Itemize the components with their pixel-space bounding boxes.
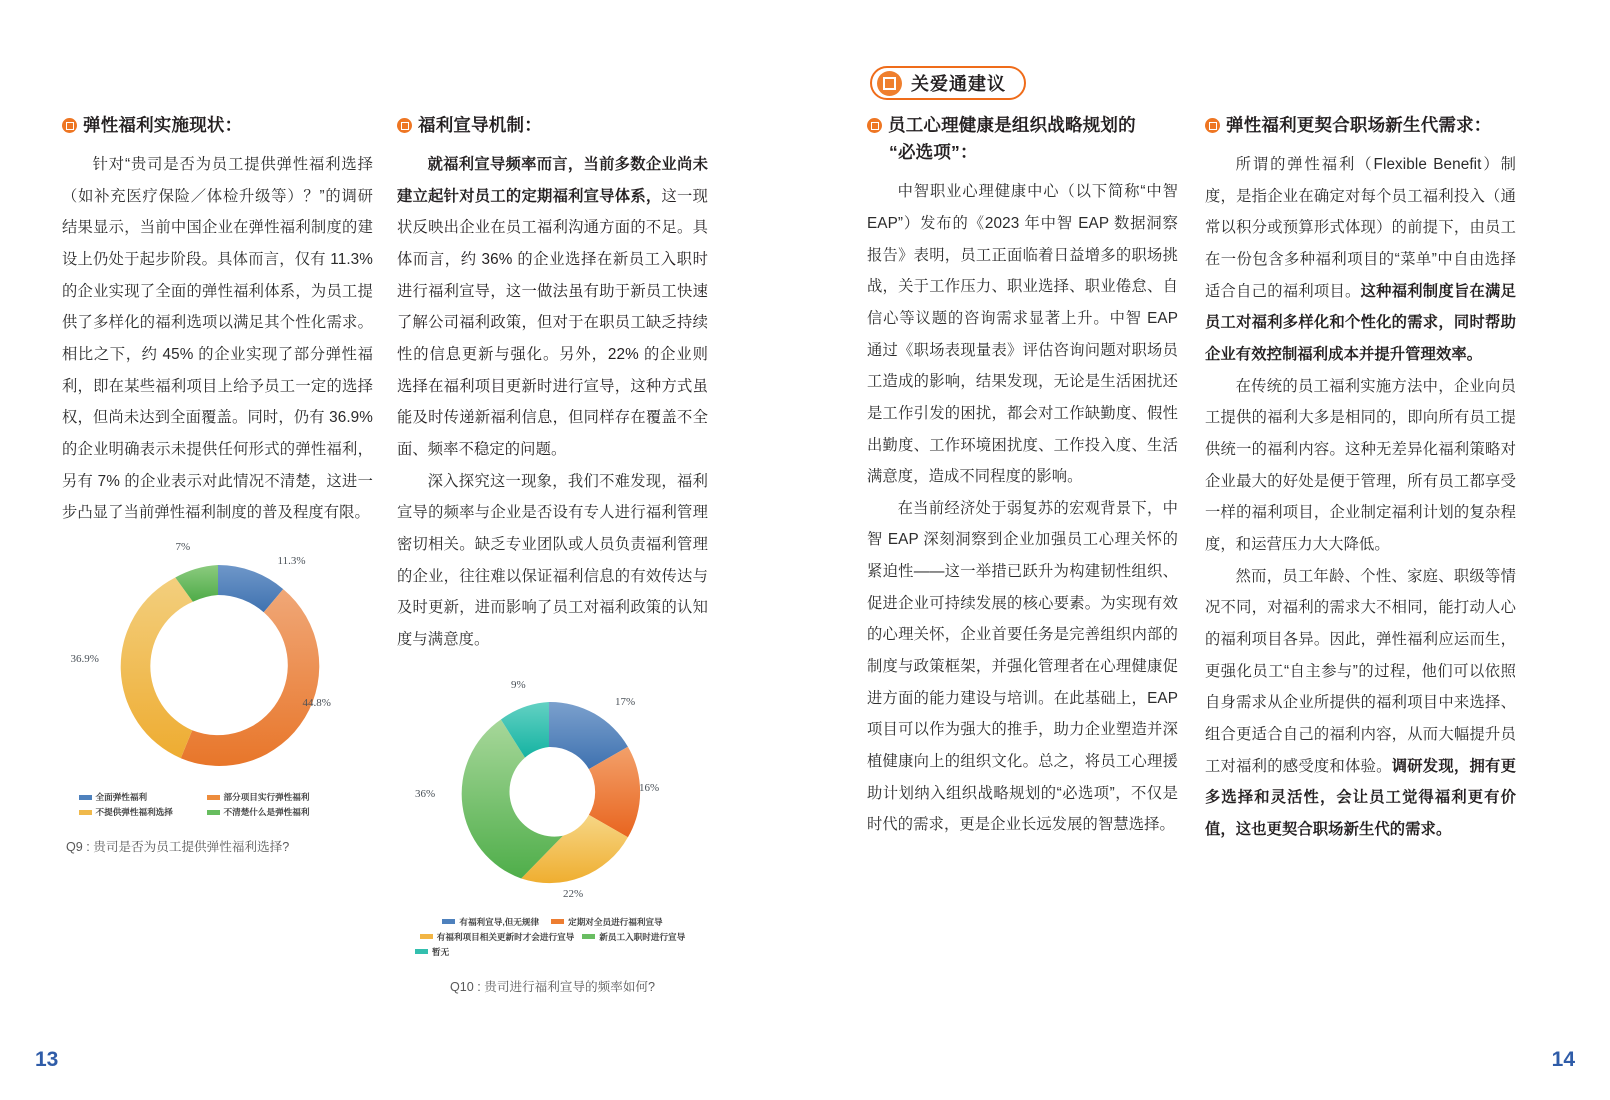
donut-value-label: 36% bbox=[415, 787, 436, 800]
donut-value-label: 44.8% bbox=[302, 697, 331, 709]
donut-value-label: 9% bbox=[511, 678, 526, 691]
donut-chart-q9 bbox=[98, 545, 338, 785]
section-heading-3-text: 员工心理健康是组织战略规划的 bbox=[888, 115, 1136, 135]
chart-legend-q9 bbox=[62, 791, 373, 818]
legend-swatch-icon bbox=[551, 919, 564, 924]
legend-swatch-icon bbox=[207, 795, 220, 800]
frame-icon bbox=[867, 118, 882, 133]
donut-value-label: 36.9% bbox=[70, 653, 99, 665]
legend-item: 新员工入职时进行宣导 bbox=[582, 931, 685, 943]
section-heading-3 bbox=[867, 112, 1178, 166]
advice-banner bbox=[870, 66, 1026, 100]
paragraph: 深入探究这一现象，我们不难发现，福利宣导的频率与企业是否设有专人进行福利管理密切相关。缺乏专业团队或人员负责福利管理的企业，往往难以保证福利信息的有效传达与及时更新，进而影响了员工对福利政策的认知度与满意度。 bbox=[397, 472, 708, 648]
chart-q10 bbox=[397, 678, 708, 995]
legend-item: 全面弹性福利 bbox=[79, 791, 207, 803]
page-number-left: 13 bbox=[35, 1048, 59, 1071]
paragraph: 就福利宣导频率而言，当前多数企业尚未建立起针对员工的定期福利宣导体系，这一现状反映出企业在员工福利沟通方面的不足。具体而言，约 36% 的企业选择在新员工入职时进行福利宣导，这一做法虽有助于新员工快速了解公司福利政策，但对于在职员工缺乏持续性的信息更新与强化。另外，22% 的企业则选择在福利项目更新时进行宣导，这种方式虽能及时传递新福利信息，但同样存在覆盖不全面、频率不稳定的问题。 bbox=[397, 156, 708, 459]
section-heading-3-text-line2: “必选项”： bbox=[889, 142, 978, 163]
section-heading-2-text: 福利宣导机制： bbox=[418, 115, 542, 135]
legend-item: 有福利宣导,但无规律 bbox=[442, 916, 539, 928]
donut-value-label: 16% bbox=[639, 781, 660, 794]
section-heading-4-text: 弹性福利更契合职场新生代需求： bbox=[1226, 115, 1492, 135]
chart-q9 bbox=[62, 541, 373, 855]
legend-swatch-icon bbox=[79, 795, 92, 800]
paragraph: 针对“贵司是否为员工提供弹性福利选择（如补充医疗保险／体检升级等）？”的调研结果显示，当前中国企业在弹性福利制度的建设上仍处于起步阶段。具体而言，仅有 11.3% 的企业实现了全面的弹性福利体系，为员工提供了多样化的福利选项以满足其个性化需求。相比之下，约 45% 的企业实现了部分弹性福利，即在某些福利项目上给予员工一定的选择权，但尚未达到全面覆盖。同时，仍有 36.9% 的企业明确表示未提供任何形式的弹性福利，另有 7% 的企业表示对此情况不清楚，这进一步凸显了当前弹性福利制度的普及程度有限。 bbox=[62, 156, 373, 522]
legend-swatch-icon bbox=[207, 810, 220, 815]
frame-icon bbox=[397, 118, 412, 133]
section-heading-1 bbox=[62, 112, 373, 139]
frame-icon bbox=[877, 71, 902, 96]
legend-swatch-icon bbox=[415, 949, 428, 954]
paragraph: 在当前经济处于弱复苏的宏观背景下，中智 EAP 深刻洞察到企业加强员工心理关怀的紧迫性——这一举措已跃升为构建韧性组织、促进企业可持续发展的核心要素。为实现有效的心理关怀，企业首要任务是完善组织内部的制度与政策框架，并强化管理者在心理健康促进方面的能力建设与培训。在此基础上，EAP 项目可以作为强大的推手，助力企业塑造并深植健康向上的组织文化。总之，将员工心理援助计划纳入组织战略规划的“必选项”，不仅是时代的需求，更是企业长远发展的智慧选择。 bbox=[867, 499, 1178, 834]
column-2 bbox=[397, 112, 708, 995]
donut-value-label: 22% bbox=[563, 887, 584, 900]
donut-value-label: 11.3% bbox=[277, 555, 306, 567]
donut-chart-q10 bbox=[439, 682, 659, 902]
legend-swatch-icon bbox=[442, 919, 455, 924]
legend-item: 不提供弹性福利选择 bbox=[79, 806, 207, 818]
legend-item: 部分项目实行弹性福利 bbox=[207, 791, 357, 803]
frame-icon bbox=[1205, 118, 1220, 133]
frame-icon bbox=[62, 118, 77, 133]
donut-value-label: 17% bbox=[615, 695, 636, 708]
paragraph: 中智职业心理健康中心（以下简称“中智 EAP”）发布的《2023 年中智 EAP 数据洞察报告》表明，员工正面临着日益增多的职场挑战，关于工作压力、职业选择、职业倦怠、自信心等议题的咨询需求显著上升。中智 EAP 通过《职场表现量表》评估咨询问题对职场员工造成的影响，结果发现，无论是生活困扰还是工作引发的困扰，都会对工作缺勤度、假性出勤度、工作环境困扰度、工作投入度、生活满意度，造成不同程度的影响。 bbox=[867, 183, 1178, 486]
page-right bbox=[805, 0, 1610, 1100]
column-1 bbox=[62, 112, 373, 855]
page-number-right: 14 bbox=[1551, 1048, 1575, 1071]
legend-item: 暂无 bbox=[401, 946, 704, 958]
section-heading-2 bbox=[397, 112, 708, 139]
paragraph: 所谓的弹性福利（Flexible Benefit）制度，是指企业在确定对每个员工福利投入（通常以积分或预算形式体现）的前提下，由员工在一份包含多种福利项目的“菜单”中自由选择适合自己的福利项目。这种福利制度旨在满足员工对福利多样化和个性化的需求，同时帮助企业有效控制福利成本并提升管理效率。 bbox=[1205, 156, 1516, 364]
paragraph: 然而，员工年龄、个性、家庭、职级等情况不同，对福利的需求大不相同，能打动人心的福利项目各异。因此，弹性福利应运而生，更强化员工“自主参与”的过程，他们可以依照自身需求从企业所提供的福利项目中来选择、组合更适合自己的福利内容，从而大幅提升员工对福利的感受度和体验。调研发现，拥有更多选择和灵活性，会让员工觉得福利更有价值，这也更契合职场新生代的需求。 bbox=[1205, 567, 1516, 838]
donut-value-label: 7% bbox=[175, 541, 191, 553]
advice-banner-label: 关爱通建议 bbox=[911, 74, 1006, 94]
legend-item: 定期对全员进行福利宣导 bbox=[551, 916, 663, 928]
legend-swatch-icon bbox=[582, 934, 595, 939]
legend-item: 有福利项目相关更新时才会进行宣导 bbox=[420, 931, 575, 943]
paragraph: 在传统的员工福利实施方法中，企业向员工提供的福利大多是相同的，即向所有员工提供统一的福利内容。这种无差异化福利策略对企业最大的好处是便于管理，所有员工都享受一样的福利项目，企业制定福利计划的复杂程度，和运营压力大大降低。 bbox=[1205, 377, 1516, 553]
legend-swatch-icon bbox=[79, 810, 92, 815]
section-heading-4 bbox=[1205, 112, 1516, 139]
chart-legend-q10 bbox=[397, 916, 708, 958]
chart-caption-q10: Q10 : 贵司进行福利宣导的频率如何? bbox=[449, 979, 656, 994]
chart-caption-q9: Q9 : 贵司是否为员工提供弹性福利选择? bbox=[66, 840, 290, 854]
legend-item: 不清楚什么是弹性福利 bbox=[207, 806, 357, 818]
column-4 bbox=[1205, 112, 1516, 846]
section-heading-1-text: 弹性福利实施现状： bbox=[83, 115, 243, 135]
column-3 bbox=[867, 112, 1178, 841]
legend-swatch-icon bbox=[420, 934, 433, 939]
